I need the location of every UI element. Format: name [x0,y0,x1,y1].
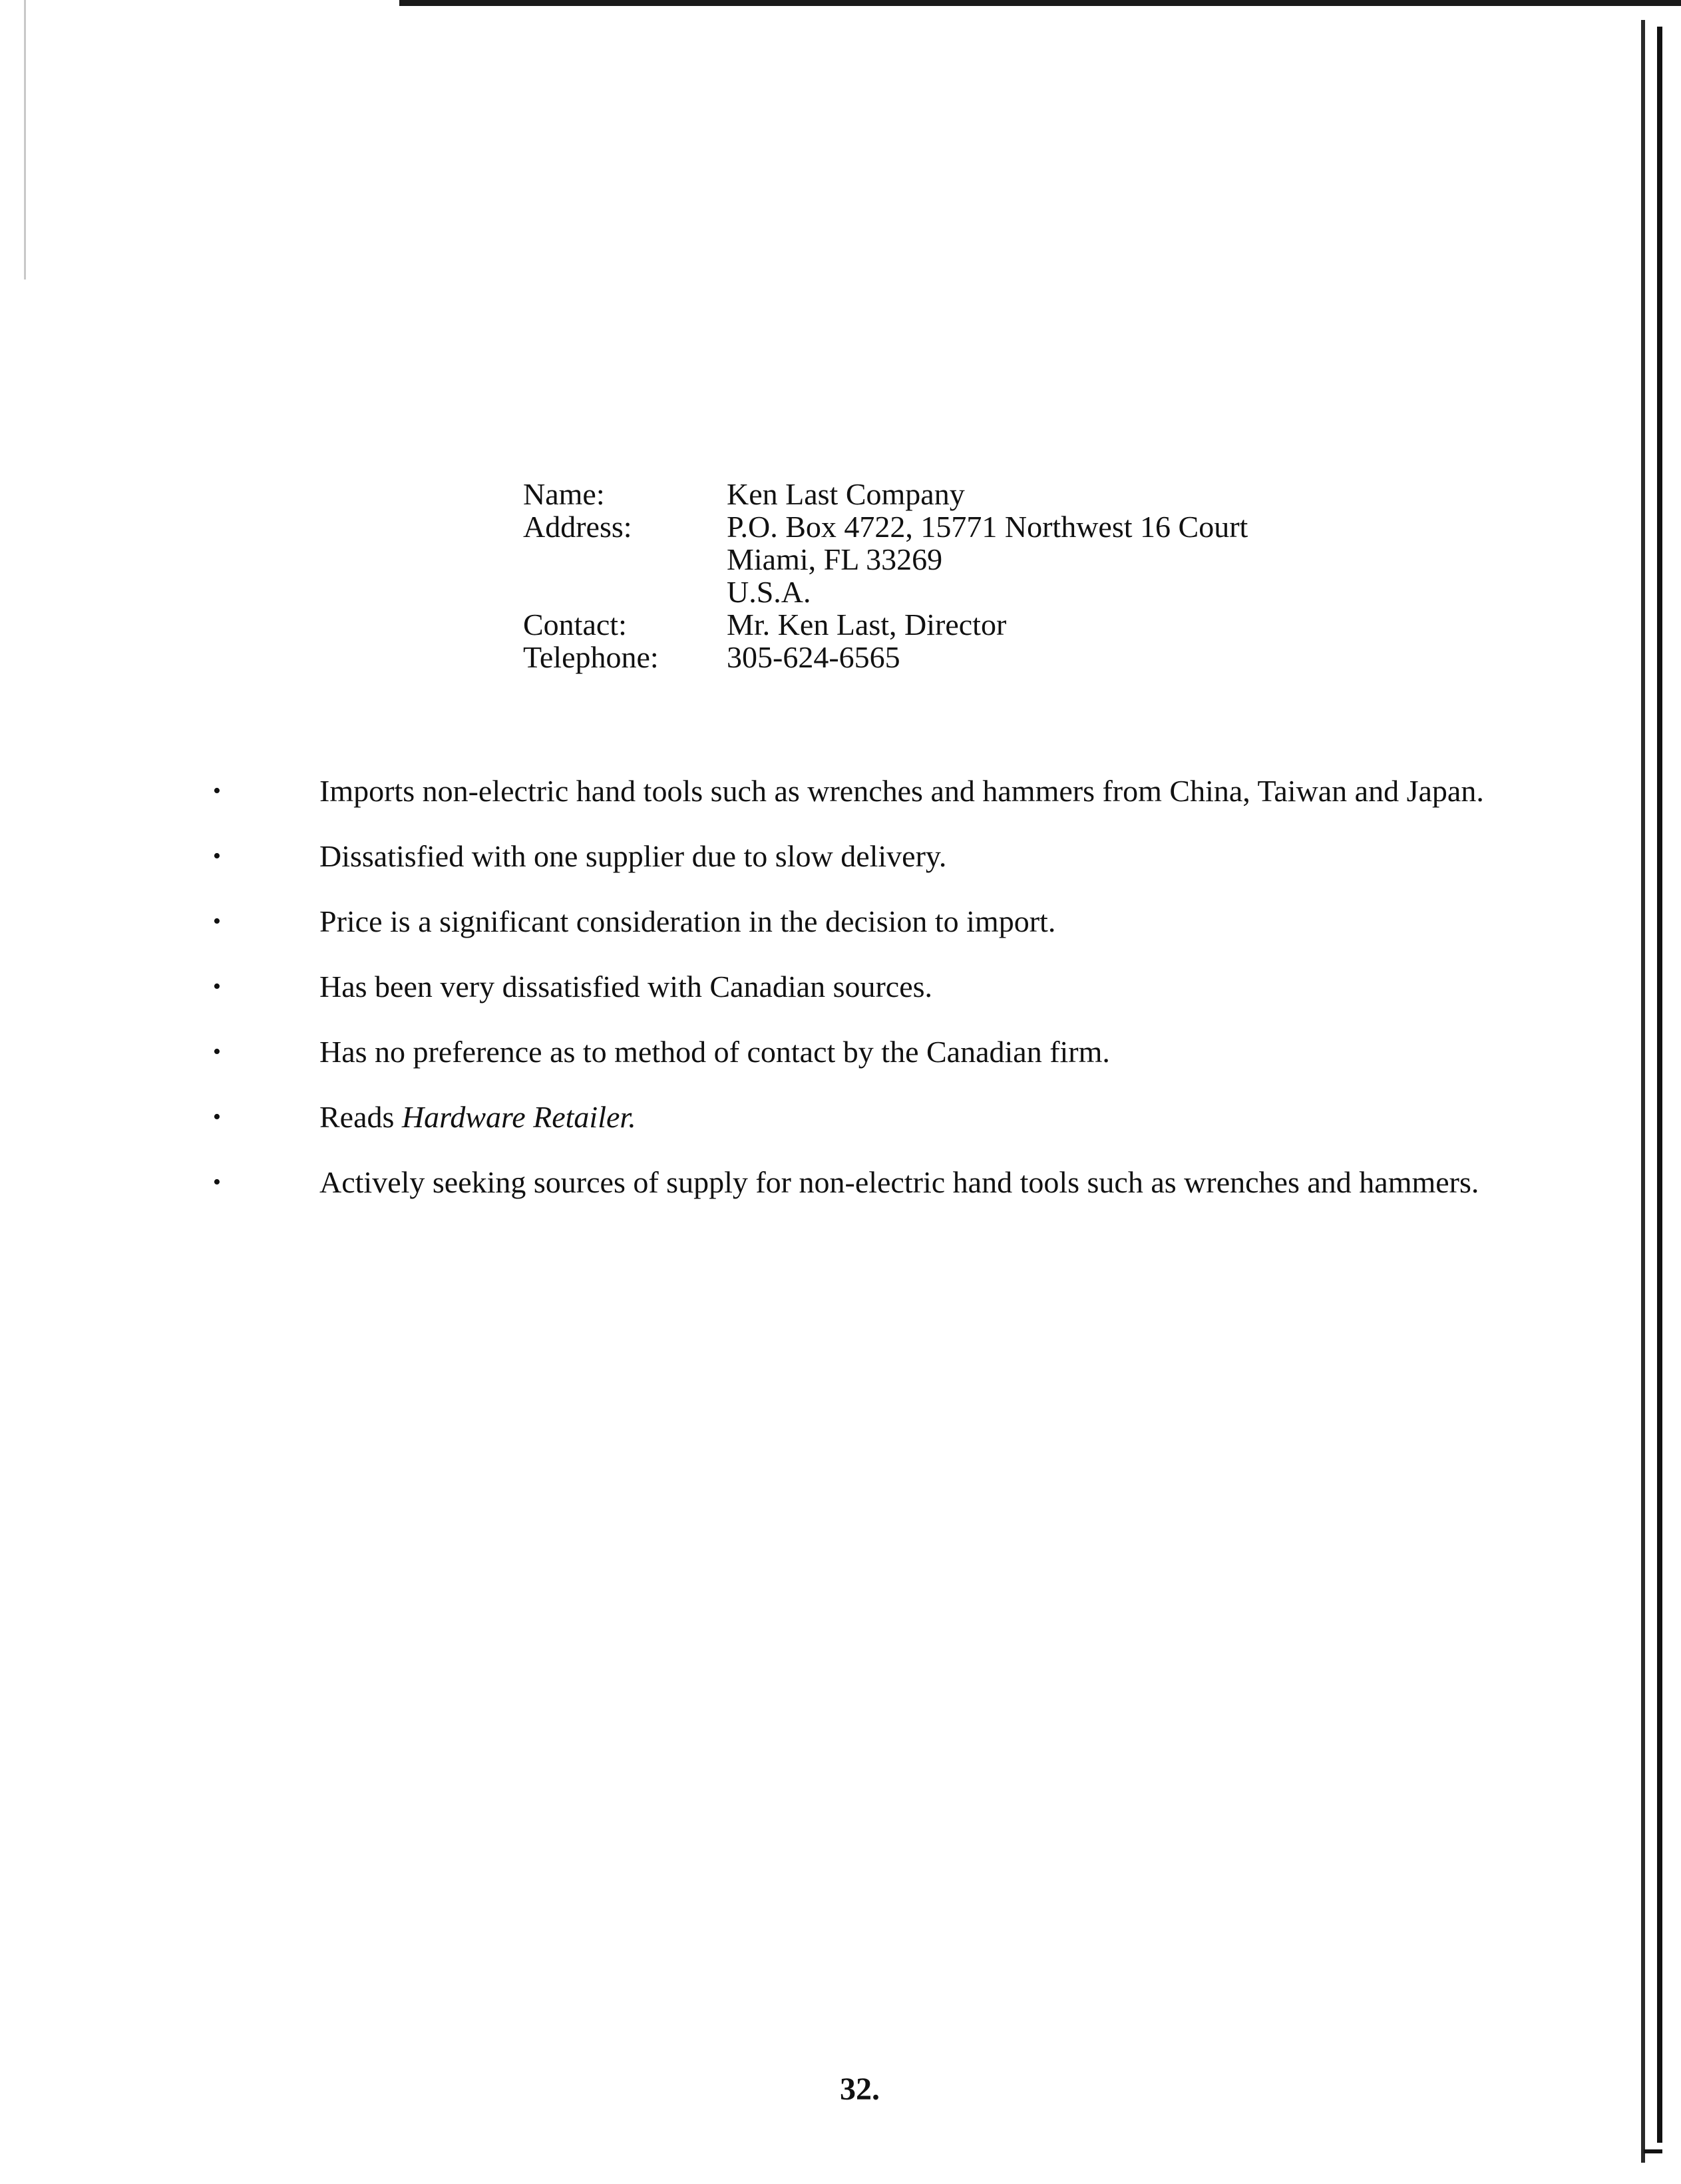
publication-title: Hardware Retailer. [401,1100,636,1134]
list-item [213,1165,1517,1199]
contact-value: U.S.A. [727,575,811,609]
scan-top-rule [399,0,1681,6]
page-number: 32. [840,2072,880,2107]
contact-row-contact [523,608,1248,641]
list-item-text: Has been very dissatisfied with Canadian sources. [319,970,933,1003]
contact-label: Telephone: [523,640,659,674]
bullet-icon: • [213,844,221,868]
contact-label: Address: [523,510,632,544]
bullet-icon: • [213,909,221,934]
list-item [213,970,1517,1003]
list-item-text: Dissatisfied with one supplier due to slow delivery. [319,839,947,873]
list-item-text: Actively seeking sources of supply for non-electric hand tools such as wrenches and hammers. [319,1165,1479,1199]
contact-row-telephone [523,641,1248,673]
bullet-icon: • [213,779,221,803]
contact-label: Name: [523,477,605,511]
bullet-icon: • [213,1039,221,1064]
binding-line [1641,20,1645,2163]
bullet-icon: • [213,1170,221,1194]
contact-label [523,576,727,608]
contact-row-address-city [523,543,1248,576]
contact-value: 305-624-6565 [727,640,900,674]
list-item [213,1100,1517,1134]
list-item-text-prefix: Reads [319,1100,402,1134]
contact-value: Miami, FL 33269 [727,542,943,576]
contact-label [523,543,727,576]
scan-binding-edge [1628,0,1681,2184]
contact-value: Ken Last Company [727,477,965,511]
scan-left-edge [24,0,26,279]
list-item [213,904,1517,938]
list-item-text: Imports non-electric hand tools such as wrenches and hammers from China, Taiwan and Japan. [319,774,1484,808]
contact-row-address-country [523,576,1248,608]
binding-line [1644,2149,1662,2153]
list-item [213,839,1517,873]
contact-value: Mr. Ken Last, Director [727,608,1007,641]
contact-label: Contact: [523,608,627,641]
list-item [213,774,1517,808]
list-item-text [319,1100,1517,1134]
bullet-list [213,774,1517,1199]
contact-row-address [523,510,1248,543]
contact-block [523,478,1248,673]
list-item-text: Has no preference as to method of contact by the Canadian firm. [319,1035,1110,1069]
contact-value: P.O. Box 4722, 15771 Northwest 16 Court [727,510,1248,544]
binding-line [1657,27,1662,2143]
bullet-icon: • [213,1105,221,1129]
list-item [213,1035,1517,1069]
list-item-text: Price is a significant consideration in the decision to import. [319,904,1056,938]
contact-row-name [523,478,1248,510]
bullet-icon: • [213,974,221,999]
